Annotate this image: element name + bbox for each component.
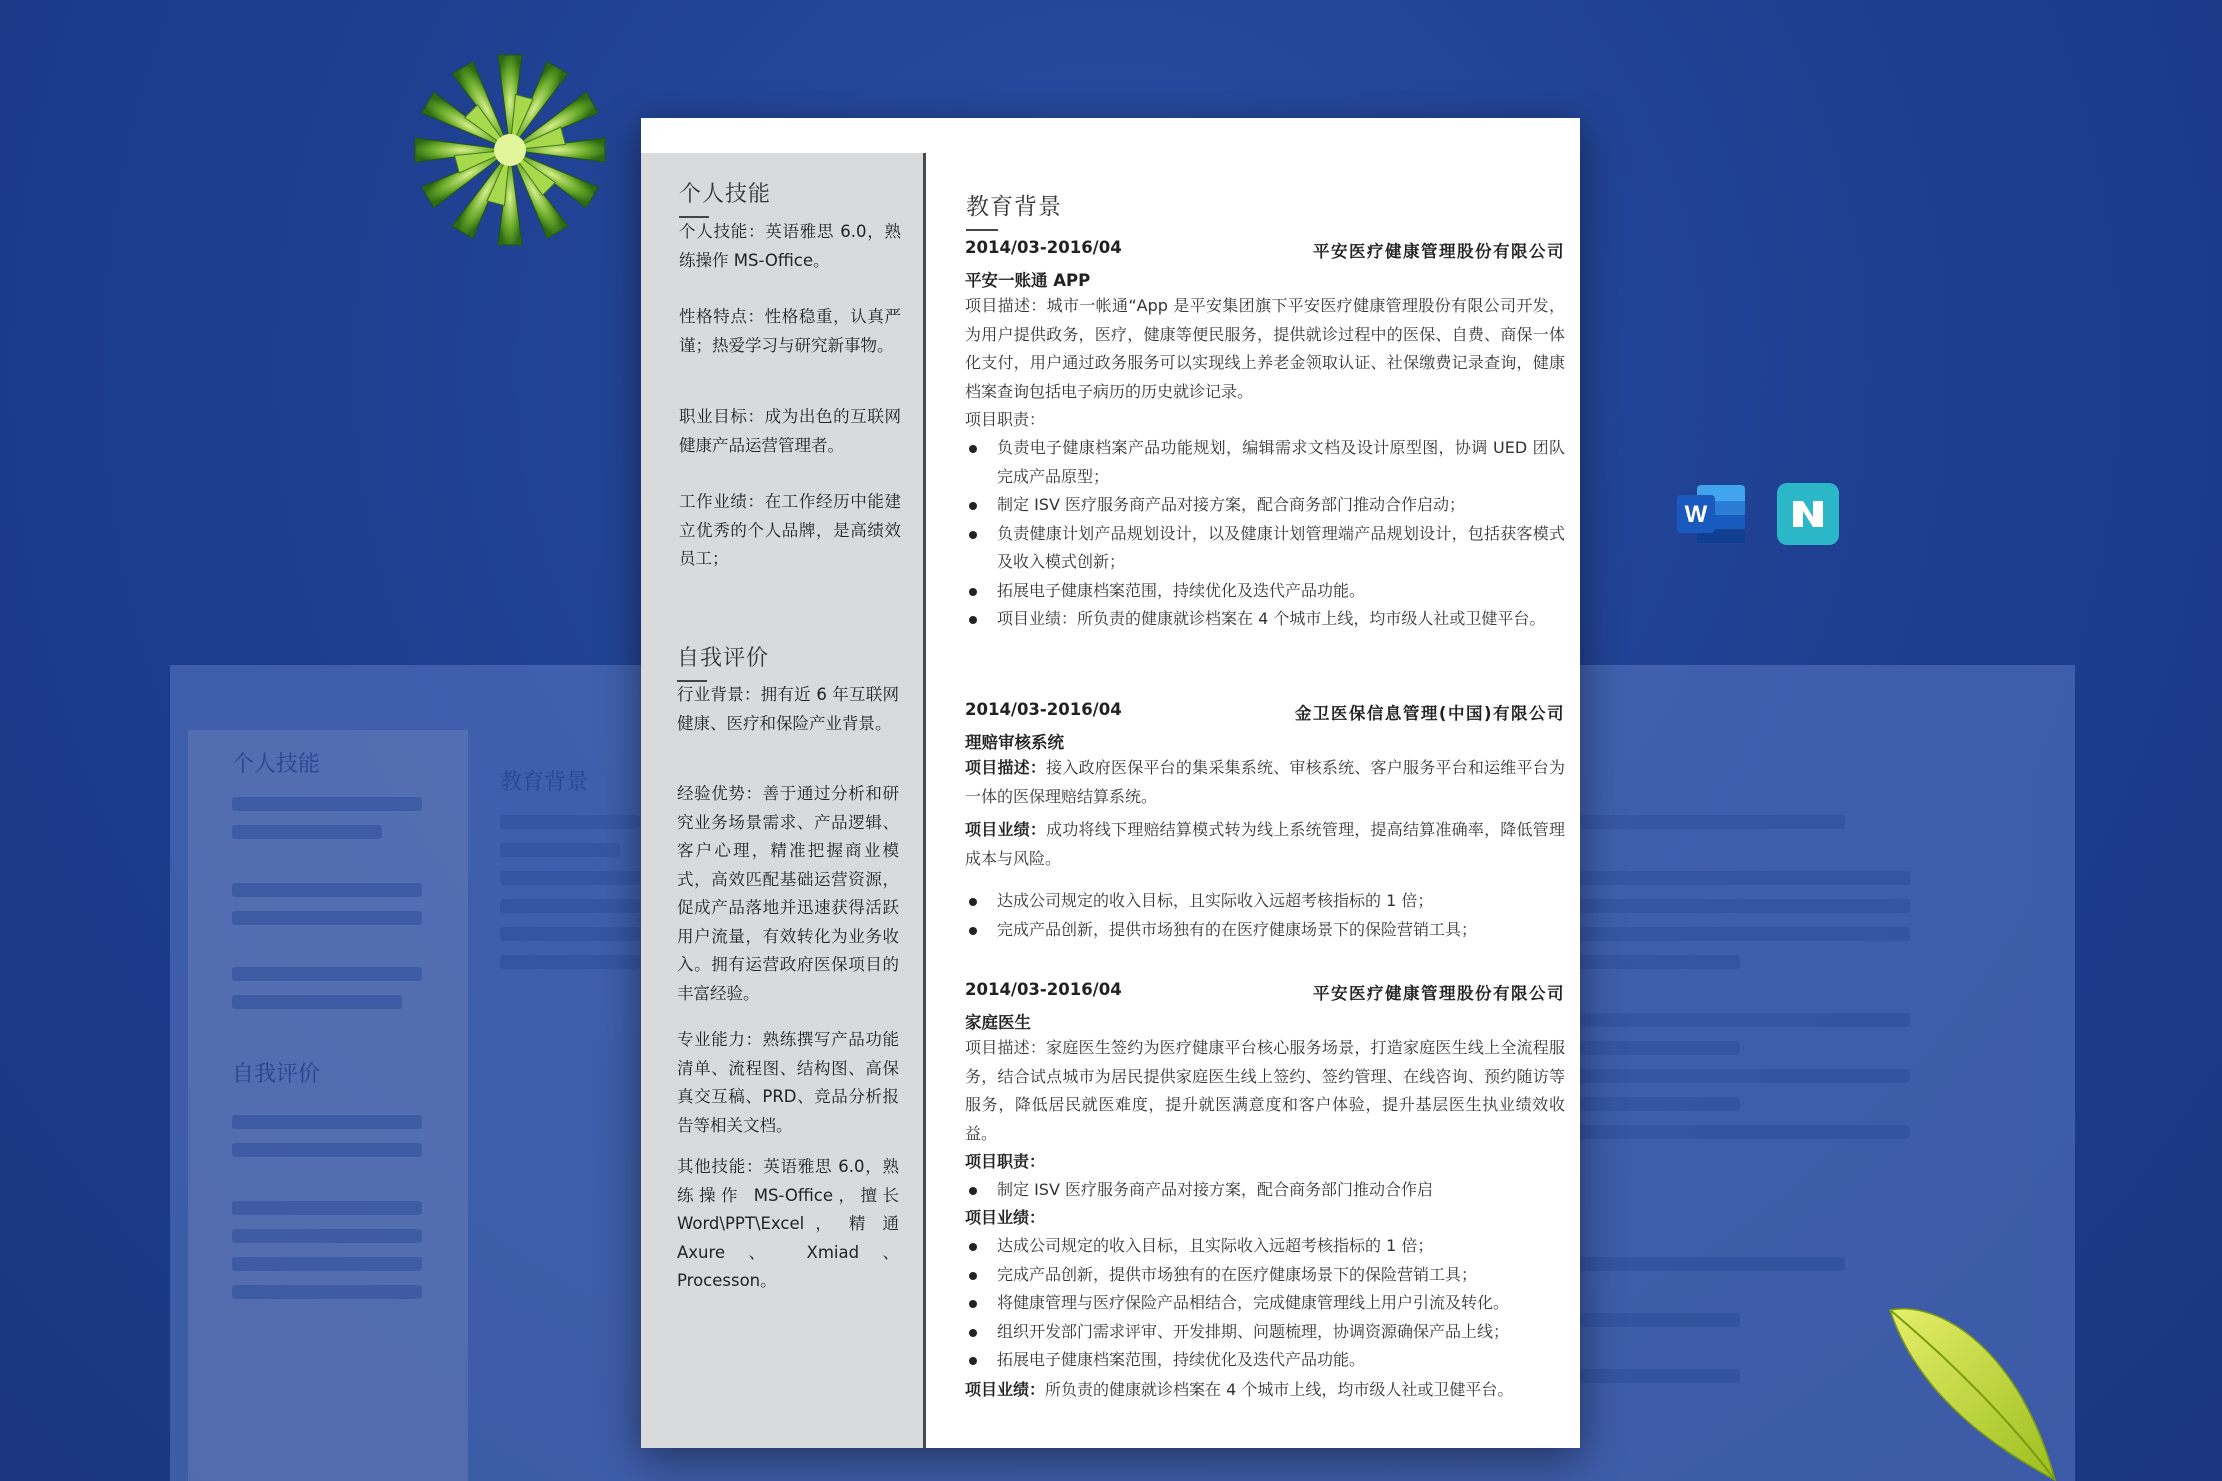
word-icon [1675, 483, 1747, 545]
ghost-sidebar [188, 730, 468, 1481]
ghost-line [232, 883, 422, 897]
list-item: 负责电子健康档案产品功能规划，编辑需求文档及设计原型图，协调 UED 团队完成产品原型； [965, 434, 1565, 491]
list-item: 达成公司规定的收入目标，且实际收入远超考核指标的 1 倍； [965, 887, 1565, 916]
text: 所负责的健康就诊档案在 4 个城市上线，均市级人社或卫健平台。 [1045, 1380, 1514, 1399]
wps-icon [1777, 483, 1839, 545]
ghost-edu-title: 教育背景 [500, 770, 589, 795]
list-item: 制定 ISV 医疗服务商产品对接方案，配合商务部门推动合作启动； [965, 491, 1565, 520]
ghost-line [500, 955, 640, 969]
ghost-line [232, 797, 422, 811]
list-item: 项目业绩：所负责的健康就诊档案在 4 个城市上线，均市级人社或卫健平台。 [965, 605, 1565, 634]
skill-performance: 工作业绩：在工作经历中能建立优秀的个人品牌，是高绩效员工； [679, 492, 901, 568]
list-item: 达成公司规定的收入目标，且实际收入远超考核指标的 1 倍； [965, 1232, 1565, 1261]
project-3-description: 项目描述：家庭医生签约为医疗健康平台核心服务场景，打造家庭医生线上全流程服务，结合试点城市为居民提供家庭医生线上签约、签约管理、在线咨询、预约随访等服务，降低居民就医难度，提升就医满意度和客户体验，提升基层医生执业绩效收益。 [965, 1038, 1565, 1143]
project-2-bullets [965, 887, 1565, 944]
project-1-duty-label: 项目职责： [965, 410, 1046, 429]
ghost-line [232, 1285, 422, 1299]
skill-goal: 职业目标：成为出色的互联网健康产品运营管理者。 [679, 407, 901, 455]
ghost-line [500, 843, 620, 857]
eval-ability: 专业能力：熟练撰写产品功能清单、流程图、结构图、高保真交互稿、PRD、竞品分析报告等相关文档。 [677, 1030, 899, 1135]
ghost-line [232, 1229, 422, 1243]
ghost-line [232, 1115, 422, 1129]
ghost-line [500, 815, 640, 829]
succulent-icon [410, 45, 610, 255]
ghost-line [232, 967, 422, 981]
project-3-final-result [965, 1376, 1565, 1405]
ghost-line [232, 1143, 422, 1157]
project-2-header [965, 700, 1565, 726]
project-3-date: 2014/03-2016/04 [965, 980, 1122, 999]
project-3-results [965, 1232, 1565, 1375]
ghost-line [1580, 1257, 1845, 1271]
ghost-eval-title: 自我评价 [232, 1062, 321, 1087]
ghost-line [232, 995, 402, 1009]
project-2-name: 理赔审核系统 [965, 733, 1064, 752]
text: 接入政府医保平台的集采集系统、审核系统、客户服务平台和运维平台为一体的医保理赔结算系统。 [965, 758, 1565, 806]
list-item: 拓展电子健康档案范围，持续优化及迭代产品功能。 [965, 577, 1565, 606]
project-3-name: 家庭医生 [965, 1013, 1031, 1032]
list-item: 制定 ISV 医疗服务商产品对接方案，配合商务部门推动合作启 [965, 1176, 1565, 1205]
project-1-date: 2014/03-2016/04 [965, 238, 1122, 257]
project-3-duty-label: 项目职责： [965, 1152, 1046, 1171]
ghost-line [500, 871, 640, 885]
list-item: 完成产品创新，提供市场独有的在医疗健康场景下的保险营销工具； [965, 916, 1565, 945]
project-1-company: 平安医疗健康管理股份有限公司 [1313, 242, 1565, 261]
resume-page [641, 118, 1580, 1448]
project-3-duties [965, 1176, 1565, 1205]
leaf-icon [1880, 1290, 2080, 1481]
project-2-description [965, 754, 1565, 811]
eval-title: 自我评价 [677, 641, 769, 672]
project-1-description: 项目描述：城市一帐通“App 是平安集团旗下平安医疗健康管理股份有限公司开发，为用户提供政务，医疗，健康等便民服务，提供就诊过程中的医保、自费、商保一体化支付，用户通过政务服务可以实现线上养老金领取认证、社保缴费记录查询，健康档案查询包括电子病历的历史就诊记录。 [965, 296, 1565, 401]
project-2-result [965, 816, 1565, 873]
list-item: 完成产品创新，提供市场独有的在医疗健康场景下的保险营销工具； [965, 1261, 1565, 1290]
app-icons [1675, 480, 1855, 550]
list-item: 负责健康计划产品规划设计，以及健康计划管理端产品规划设计，包括获客模式及收入模式创新； [965, 520, 1565, 577]
eval-background: 行业背景：拥有近 6 年互联网健康、医疗和保险产业背景。 [677, 685, 899, 733]
project-2-company: 金卫医保信息管理(中国)有限公司 [1294, 704, 1565, 723]
project-1-name: 平安一账通 APP [965, 271, 1091, 290]
label: 项目业绩： [965, 1380, 1046, 1399]
ghost-line [232, 825, 382, 839]
project-3-company: 平安医疗健康管理股份有限公司 [1313, 984, 1565, 1003]
project-1-header [965, 238, 1565, 264]
ghost-line [232, 1201, 422, 1215]
education-title: 教育背景 [966, 188, 1062, 221]
project-1-duties [965, 434, 1565, 634]
sidebar [641, 153, 926, 1448]
project-3-result-label: 项目业绩： [965, 1208, 1046, 1227]
svg-text:W: W [1684, 501, 1708, 528]
list-item: 拓展电子健康档案范围，持续优化及迭代产品功能。 [965, 1346, 1565, 1375]
label: 项目业绩： [965, 820, 1047, 839]
eval-other-skills: 其他技能：英语雅思 6.0，熟练操作 MS-Office，擅长 Word\PPT\Excel ， 精 通 Axure 、 Xmiad 、 Processon。 [677, 1157, 899, 1290]
ghost-line [1580, 815, 1845, 829]
ghost-skills-title: 个人技能 [232, 752, 321, 777]
skills-title: 个人技能 [679, 177, 771, 208]
skill-personal: 个人技能：英语雅思 6.0，熟练操作 MS-Office。 [679, 222, 901, 270]
eval-advantage: 经验优势：善于通过分析和研究业务场景需求、产品逻辑、客户心理，精准把握商业模式，高效匹配基础运营资源，促成产品落地并迅速获得活跃用户流量，有效转化为业务收入。拥有运营政府医保项目的丰富经验。 [677, 784, 899, 1003]
list-item: 将健康管理与医疗保险产品相结合，完成健康管理线上用户引流及转化。 [965, 1289, 1565, 1318]
label: 项目描述： [965, 758, 1047, 777]
project-2-date: 2014/03-2016/04 [965, 700, 1122, 719]
ghost-line [232, 1257, 422, 1271]
text: 成功将线下理赔结算模式转为线上系统管理，提高结算准确率，降低管理成本与风险。 [965, 820, 1565, 868]
ghost-line [500, 899, 640, 913]
list-item: 组织开发部门需求评审、开发排期、问题梳理，协调资源确保产品上线； [965, 1318, 1565, 1347]
skill-character: 性格特点：性格稳重，认真严谨；热爱学习与研究新事物。 [679, 307, 901, 355]
project-3-header [965, 980, 1565, 1006]
ghost-line [232, 911, 422, 925]
ghost-line [500, 927, 640, 941]
